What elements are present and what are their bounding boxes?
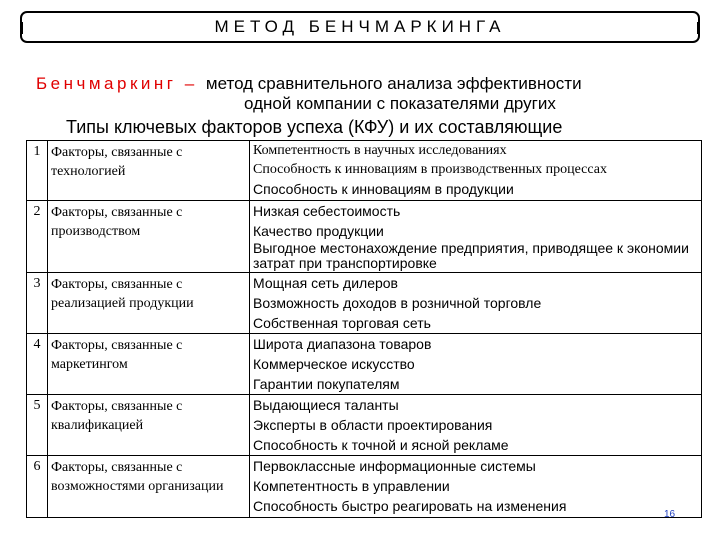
factor-item: Выдающиеся таланты bbox=[253, 397, 399, 413]
factor-items bbox=[250, 334, 702, 395]
factor-items bbox=[250, 141, 702, 201]
table-row bbox=[27, 334, 702, 395]
table-row bbox=[27, 201, 702, 273]
title-banner bbox=[20, 11, 700, 43]
banner-handle-left bbox=[20, 22, 23, 34]
factor-items bbox=[250, 273, 702, 334]
factor-type: Факторы, связанные с квалификацией bbox=[48, 395, 250, 456]
banner-handle-right bbox=[697, 22, 700, 34]
row-number: 1 bbox=[27, 141, 48, 201]
factor-item: Гарантии покупателям bbox=[253, 376, 400, 392]
row-number: 6 bbox=[27, 456, 48, 518]
factor-type: Факторы, связанные с возможностями организации bbox=[48, 456, 250, 518]
table-row bbox=[27, 141, 702, 201]
definition-line-1 bbox=[36, 73, 582, 94]
row-number: 3 bbox=[27, 273, 48, 334]
factor-item: Коммерческое искусство bbox=[253, 356, 415, 372]
definition-text-1: метод сравнительного анализа эффективности bbox=[205, 74, 582, 93]
page-number: 16 bbox=[664, 509, 676, 520]
factor-item: Мощная сеть дилеров bbox=[253, 275, 398, 291]
factor-items bbox=[250, 456, 702, 518]
slide-title: МЕТОД БЕНЧМАРКИНГА bbox=[214, 17, 506, 36]
table-row bbox=[27, 395, 702, 456]
table-row bbox=[27, 273, 702, 334]
factor-item: Способность к инновациям в производственных процессах bbox=[253, 162, 607, 177]
row-number: 5 bbox=[27, 395, 48, 456]
factor-item: Компетентность в научных исследованиях bbox=[253, 143, 507, 158]
definition-dash: – bbox=[176, 74, 206, 93]
factor-type: Факторы, связанные с технологией bbox=[48, 141, 250, 201]
factor-item: Собственная торговая сеть bbox=[253, 315, 431, 331]
definition-term: Бенчмаркинг bbox=[36, 74, 177, 93]
factor-items bbox=[250, 201, 702, 273]
table-row bbox=[27, 456, 702, 518]
factor-item: Эксперты в области проектирования bbox=[253, 417, 493, 433]
factor-item: Низкая себестоимость bbox=[253, 203, 401, 219]
factor-item: Способность к инновациям в продукции bbox=[253, 181, 514, 197]
kfu-table bbox=[26, 140, 702, 518]
factor-item: Возможность доходов в розничной торговле bbox=[253, 295, 542, 311]
table-subtitle: Типы ключевых факторов успеха (КФУ) и их составляющие bbox=[66, 117, 563, 137]
factor-item: Качество продукции bbox=[253, 223, 384, 239]
factor-item: Первоклассные информационные системы bbox=[253, 458, 536, 474]
factor-type: Факторы, связанные с реализацией продукции bbox=[48, 273, 250, 334]
row-number: 4 bbox=[27, 334, 48, 395]
factor-item: Компетентность в управлении bbox=[253, 478, 450, 494]
factor-items bbox=[250, 395, 702, 456]
factor-type: Факторы, связанные с производством bbox=[48, 201, 250, 273]
factor-type: Факторы, связанные с маркетингом bbox=[48, 334, 250, 395]
row-number: 2 bbox=[27, 201, 48, 273]
definition-text-2: одной компании с показателями других bbox=[244, 94, 556, 113]
factor-item: Широта диапазона товаров bbox=[253, 336, 432, 352]
factor-item: Способность быстро реагировать на изменения bbox=[253, 498, 567, 514]
factor-item: Выгодное местонахождение предприятия, приводящее к экономии затрат при транспортировке bbox=[253, 240, 689, 271]
factor-item: Способность к точной и ясной рекламе bbox=[253, 437, 509, 453]
